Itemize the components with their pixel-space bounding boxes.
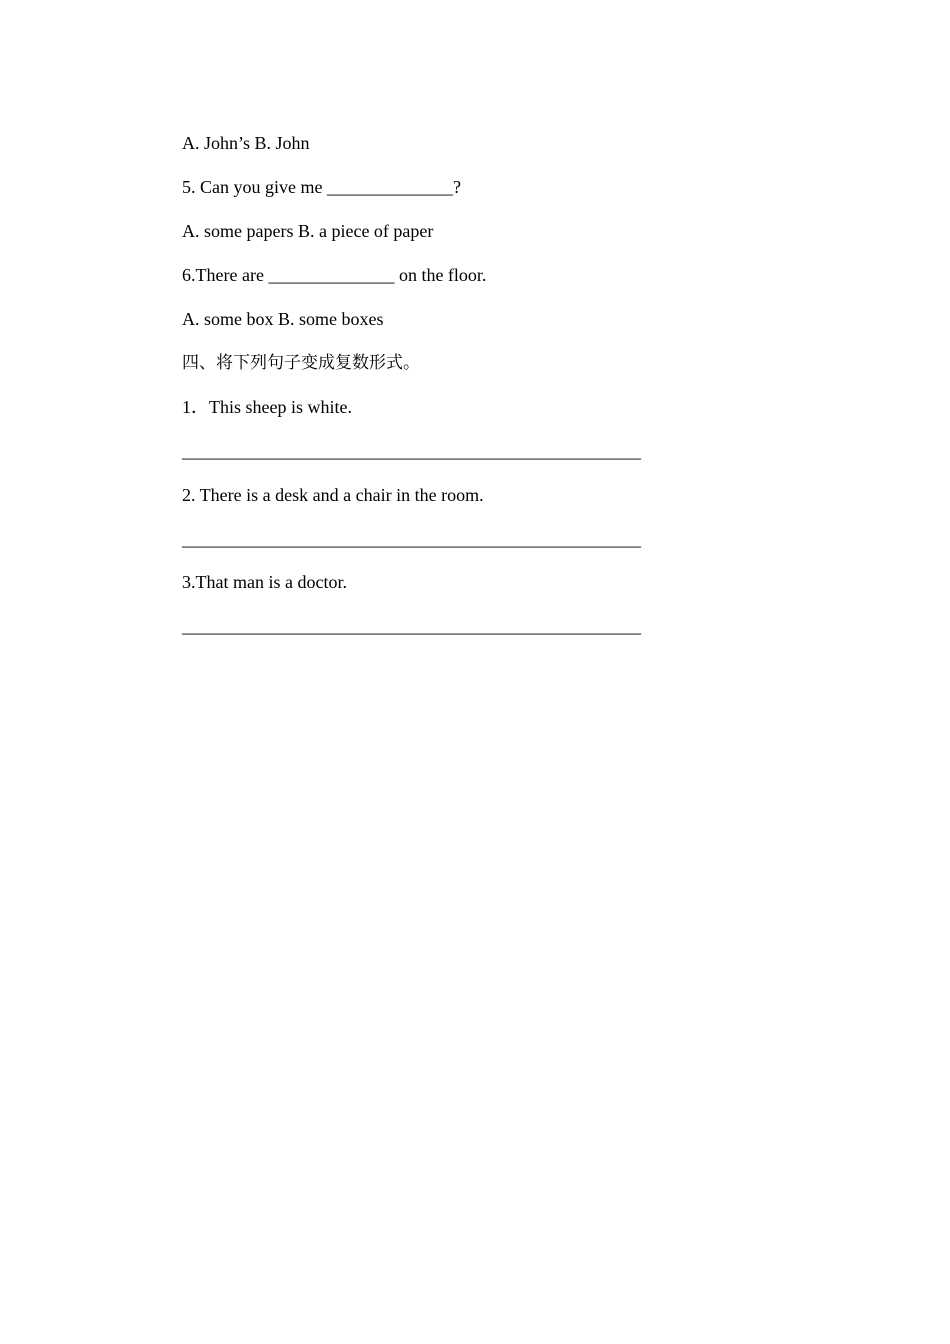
sentence-1: 1．This sheep is white. xyxy=(182,397,352,417)
option-line-q4: A. John’s B. John xyxy=(182,133,310,153)
answer-line-2: ___________________________________________________ xyxy=(182,529,641,549)
sentence-3: 3.That man is a doctor. xyxy=(182,572,347,592)
question-6: 6.There are ______________ on the floor. xyxy=(182,265,487,285)
option-line-q5: A. some papers B. a piece of paper xyxy=(182,221,434,241)
sentence-2: 2. There is a desk and a chair in the room. xyxy=(182,485,484,505)
question-5: 5. Can you give me ______________? xyxy=(182,177,461,197)
option-line-q6: A. some box B. some boxes xyxy=(182,309,384,329)
answer-line-3: ___________________________________________________ xyxy=(182,616,641,636)
answer-line-1: ___________________________________________________ xyxy=(182,441,641,461)
section-four-heading: 四、将下列句子变成复数形式。 xyxy=(182,353,420,373)
